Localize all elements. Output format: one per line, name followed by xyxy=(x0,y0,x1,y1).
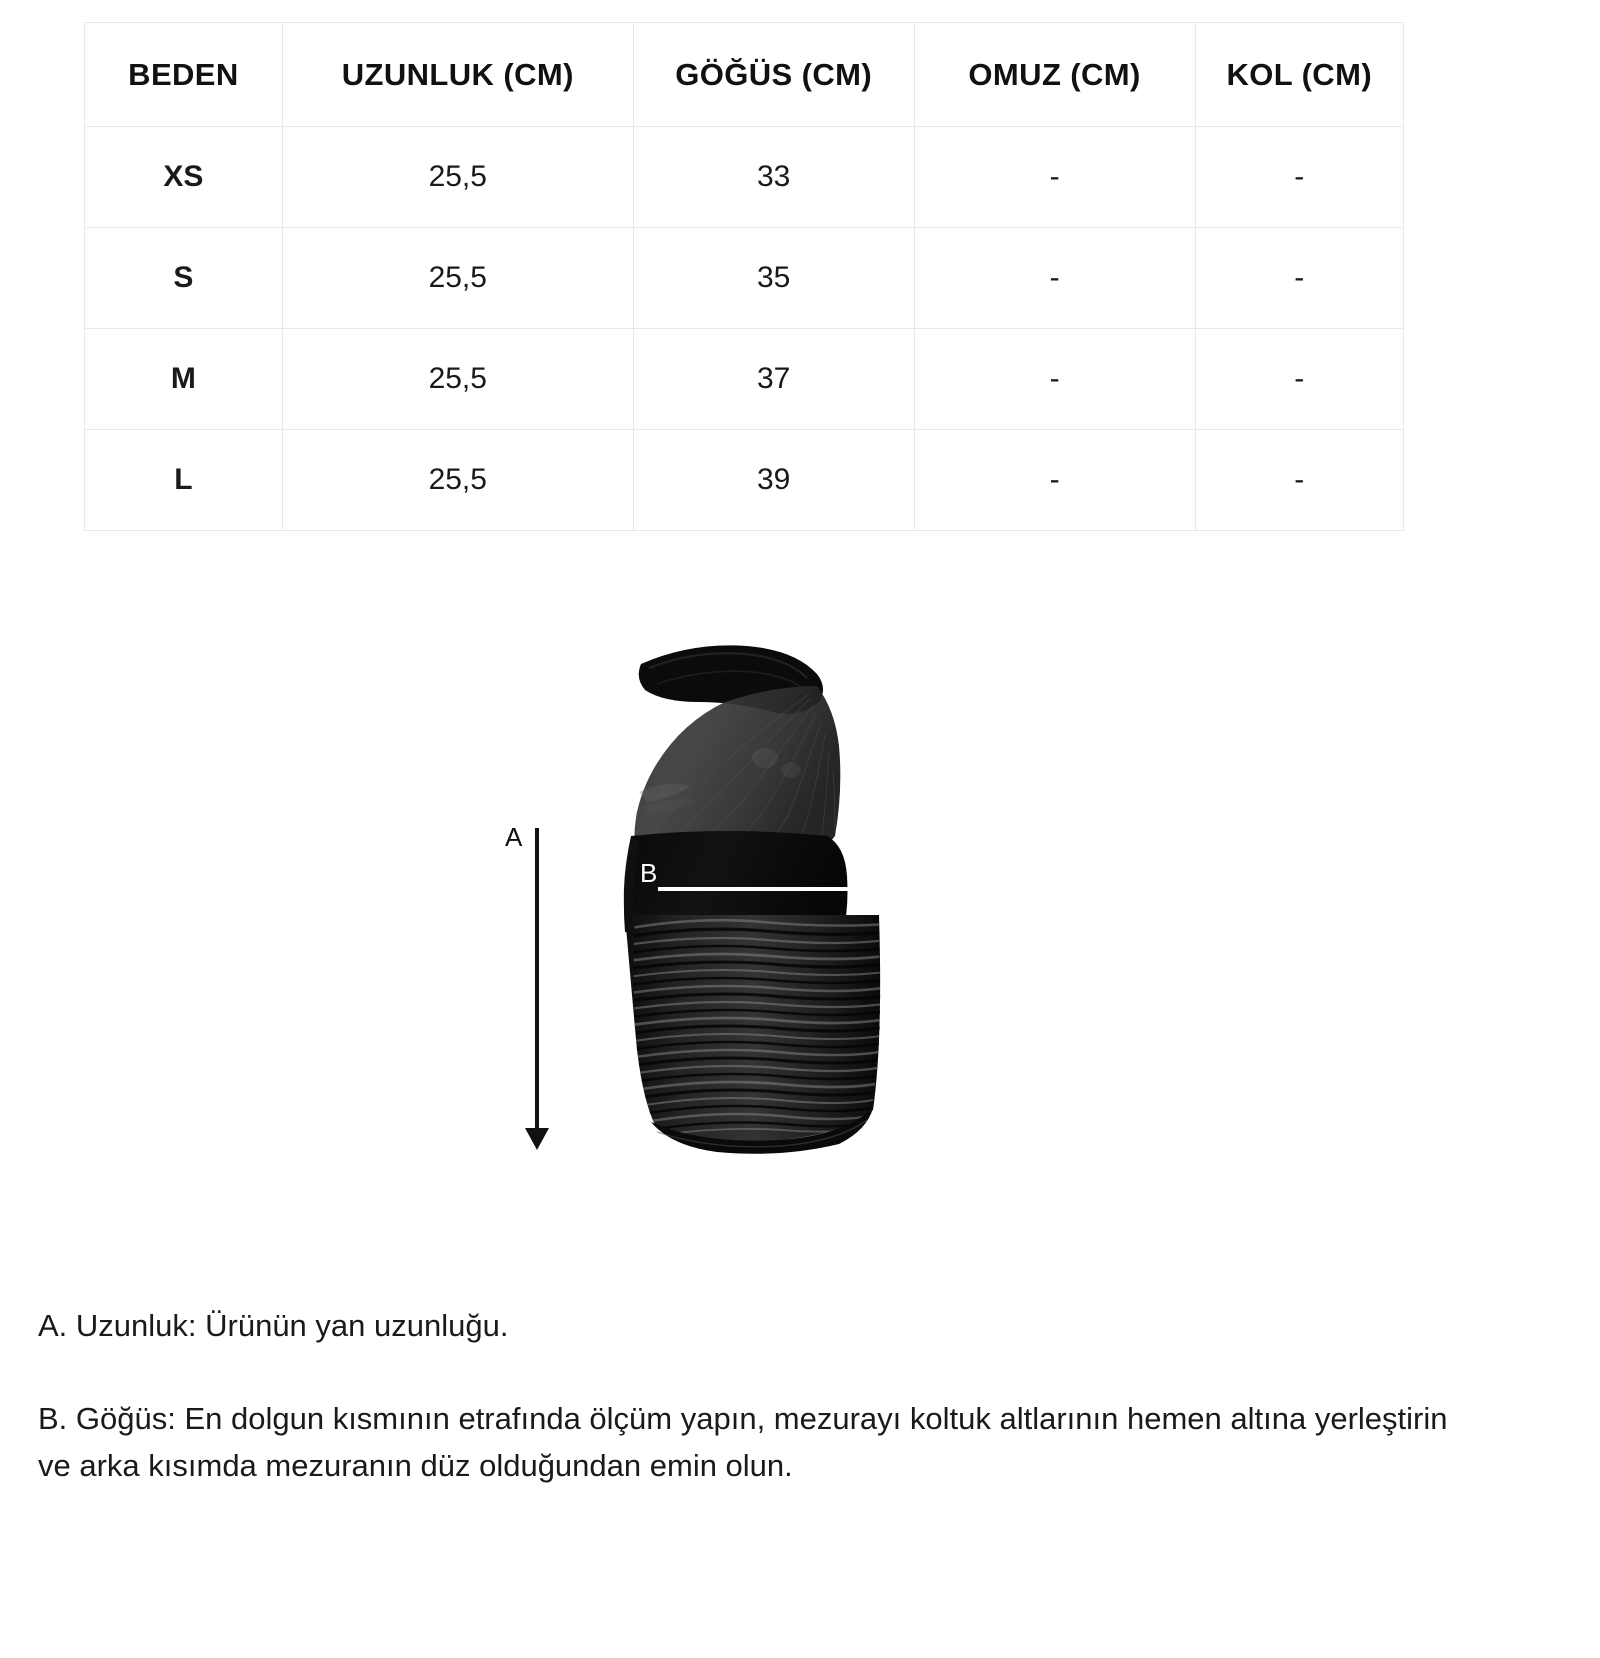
measurement-b-indicator xyxy=(640,858,890,908)
size-table-head xyxy=(85,23,1404,127)
note-b-text: B. Göğüs: En dolgun kısmının etrafında ölçüm yapın, mezurayı koltuk altlarının hemen altına yerleştirin ve arka kısımda mezuranın düz olduğundan emin olun. xyxy=(38,1401,1448,1484)
cell-kol: - xyxy=(1195,127,1403,228)
cell-uzunluk: 25,5 xyxy=(282,329,633,430)
note-a-text: A. Uzunluk: Ürünün yan uzunluğu. xyxy=(38,1308,509,1343)
measurement-a-line xyxy=(535,828,539,1134)
cell-size: S xyxy=(85,228,283,329)
table-row xyxy=(85,329,1404,430)
table-row xyxy=(85,430,1404,531)
size-table-container xyxy=(84,22,1404,531)
cell-omuz: - xyxy=(914,228,1195,329)
cell-kol: - xyxy=(1195,228,1403,329)
cell-gogus: 39 xyxy=(633,430,914,531)
column-header-beden: BEDEN xyxy=(85,23,283,127)
cell-gogus: 37 xyxy=(633,329,914,430)
table-row xyxy=(85,127,1404,228)
table-row xyxy=(85,228,1404,329)
cell-gogus: 33 xyxy=(633,127,914,228)
cell-omuz: - xyxy=(914,430,1195,531)
product-measurement-figure xyxy=(0,600,1600,1240)
column-header-gogus: GÖĞÜS (CM) xyxy=(633,23,914,127)
arrow-right-icon xyxy=(872,878,890,900)
cell-kol: - xyxy=(1195,430,1403,531)
measurement-a-label: A xyxy=(505,822,523,852)
column-header-omuz: OMUZ (CM) xyxy=(914,23,1195,127)
size-table xyxy=(84,22,1404,531)
table-header-row xyxy=(85,23,1404,127)
measurement-b-label: B xyxy=(640,858,658,888)
cell-size: M xyxy=(85,329,283,430)
column-header-kol: KOL (CM) xyxy=(1195,23,1403,127)
cell-size: L xyxy=(85,430,283,531)
cell-omuz: - xyxy=(914,329,1195,430)
cell-size: XS xyxy=(85,127,283,228)
size-table-body xyxy=(85,127,1404,531)
measurement-b-line xyxy=(658,887,876,891)
measurement-instructions xyxy=(38,1302,1468,1489)
cell-omuz: - xyxy=(914,127,1195,228)
arrow-down-icon xyxy=(525,1128,549,1150)
cell-uzunluk: 25,5 xyxy=(282,127,633,228)
measurement-a-indicator xyxy=(505,822,571,1153)
cell-kol: - xyxy=(1195,329,1403,430)
column-header-uzunluk: UZUNLUK (CM) xyxy=(282,23,633,127)
cell-uzunluk: 25,5 xyxy=(282,430,633,531)
cell-gogus: 35 xyxy=(633,228,914,329)
cell-uzunluk: 25,5 xyxy=(282,228,633,329)
